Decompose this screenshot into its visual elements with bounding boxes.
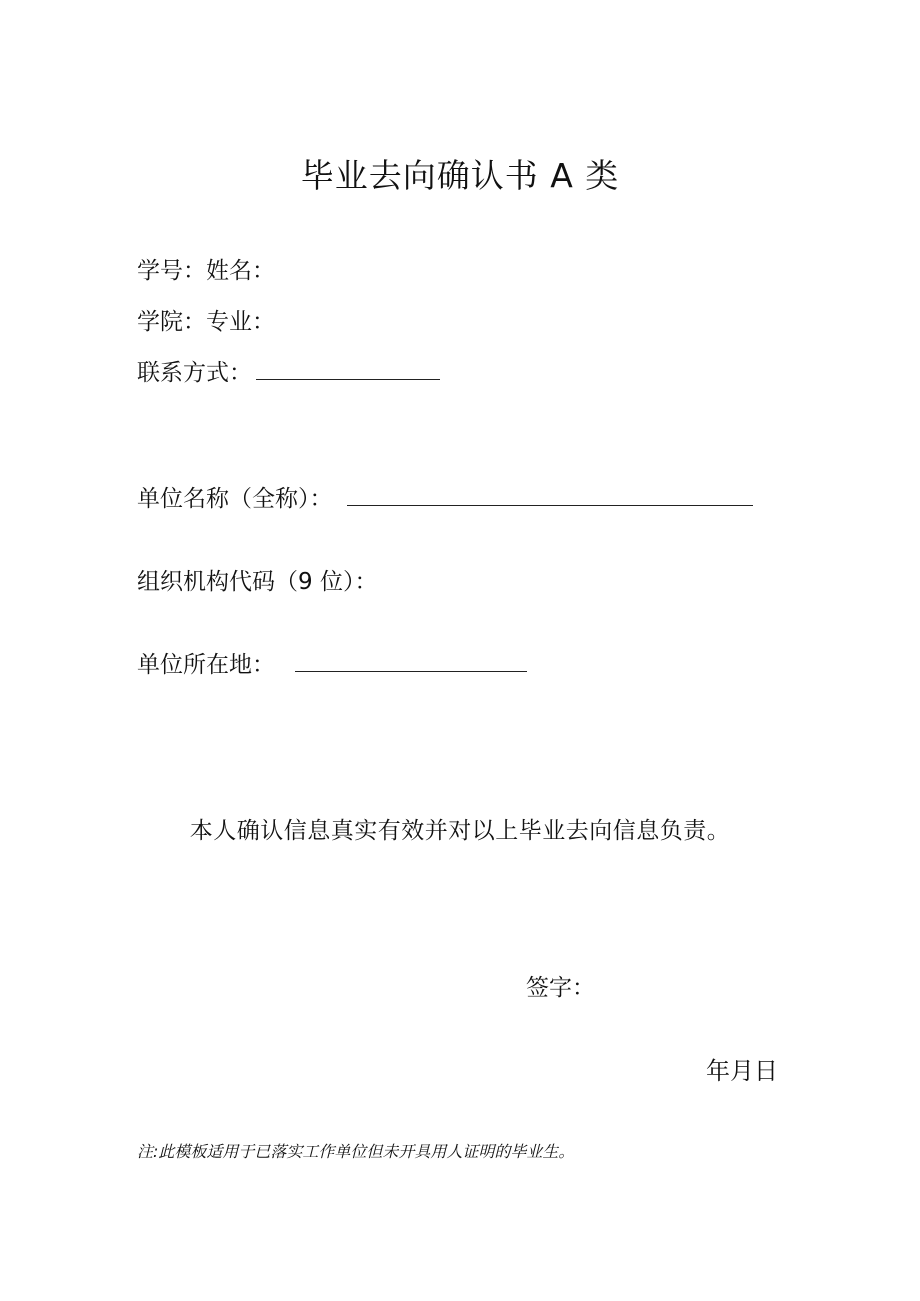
contact-label: 联系方式： xyxy=(137,360,252,386)
contact-field xyxy=(137,358,440,388)
footnote: 注:此模板适用于已落实工作单位但未开具用人证明的毕业生。 xyxy=(137,1142,575,1161)
signature-label: 签字： xyxy=(526,975,595,1001)
unit-name-blank-line[interactable] xyxy=(347,487,753,506)
confirmation-statement: 本人确认信息真实有效并对以上毕业去向信息负责。 xyxy=(189,818,731,844)
date-label: 年月日 xyxy=(706,1057,778,1085)
unit-name-label: 单位名称（全称）： xyxy=(137,486,333,512)
unit-location-field xyxy=(137,650,527,680)
student-id-name-label: 学号：姓名： xyxy=(137,258,275,284)
contact-blank-line[interactable] xyxy=(256,361,440,380)
org-code-label: 组织机构代码（9 位）： xyxy=(137,569,378,595)
unit-location-blank-line[interactable] xyxy=(295,653,527,672)
college-major-label: 学院：专业： xyxy=(137,309,275,335)
unit-name-field xyxy=(137,484,753,514)
org-code-field xyxy=(137,567,377,597)
document-title: 毕业去向确认书 A 类 xyxy=(300,156,620,195)
unit-location-label: 单位所在地： xyxy=(137,652,275,678)
college-major-field xyxy=(137,307,275,337)
student-id-name-field xyxy=(137,256,275,286)
